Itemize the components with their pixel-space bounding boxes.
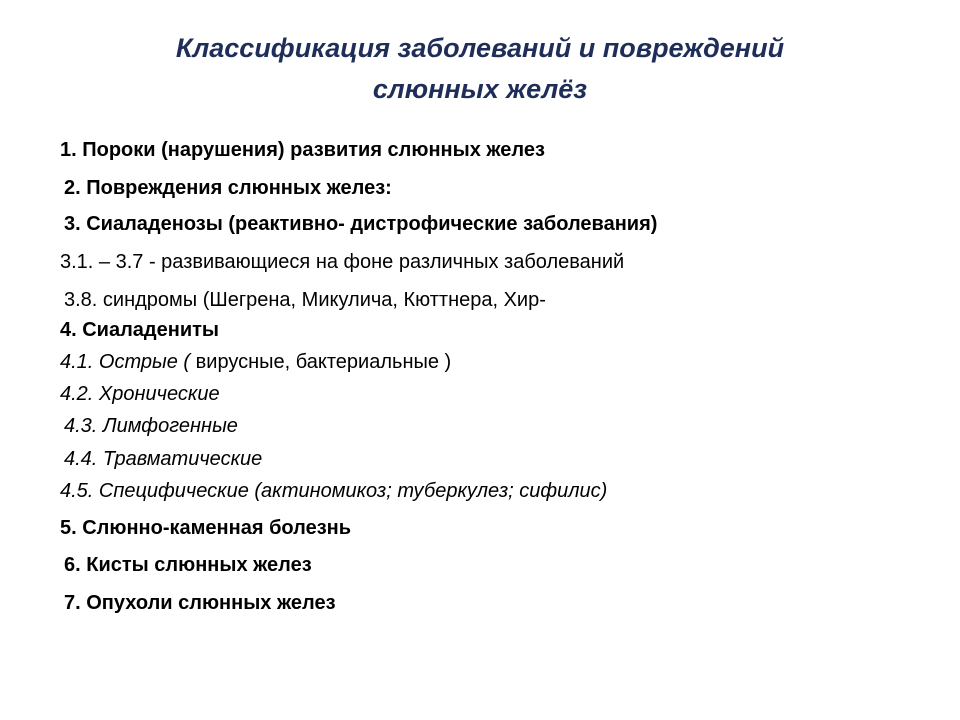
item-6-cysts: 6. Кисты слюнных желез bbox=[64, 554, 312, 576]
title-line-2: слюнных желёз bbox=[372, 74, 588, 104]
item-4-2-chronic: 4.2. Хронические bbox=[60, 383, 220, 405]
item-2-injuries: 2. Повреждения слюнных желез: bbox=[64, 177, 392, 199]
item-5-sialolithiasis: 5. Слюнно-каменная болезнь bbox=[60, 517, 352, 539]
item-3-sialadenoses: 3. Сиаладенозы (реактивно- дистрофические заболевания) bbox=[64, 213, 658, 235]
title-line-1: Классификация заболеваний и повреждений bbox=[175, 33, 785, 63]
item-4-1-acute bbox=[60, 350, 451, 374]
item-4-4-traumatic: 4.4. Травматические bbox=[64, 448, 263, 470]
item-4-sialadenitis: 4. Сиаладениты bbox=[60, 319, 219, 341]
item-4-3-lymphogenic: 4.3. Лимфогенные bbox=[64, 415, 238, 437]
item-1-malformations: 1. Пороки (нарушения) развития слюнных желез bbox=[60, 139, 545, 161]
item-4-1-acute-plain: вирусные, бактериальные ) bbox=[190, 351, 452, 373]
item-7-tumors: 7. Опухоли слюнных желез bbox=[64, 592, 336, 614]
item-3-8-syndromes: 3.8. синдромы (Шегрена, Микулича, Кюттнера, Хир- bbox=[64, 289, 546, 311]
item-3-1-3-7: 3.1. – 3.7 - развивающиеся на фоне различных заболеваний bbox=[60, 251, 625, 273]
item-4-1-acute-italic: 4.1. Острые ( bbox=[60, 351, 191, 373]
item-4-5-specific: 4.5. Специфические (актиномикоз; туберкулез; сифилис) bbox=[60, 480, 608, 502]
slide-title bbox=[60, 28, 900, 110]
